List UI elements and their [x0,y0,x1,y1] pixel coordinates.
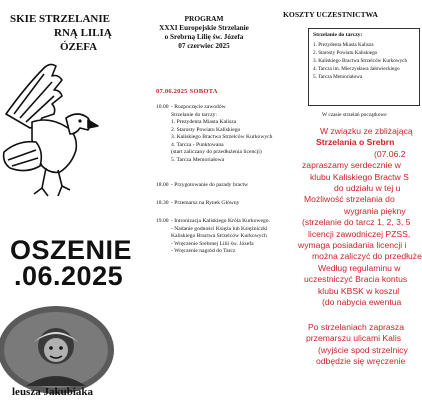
schedule-time: 18.30 [156,200,169,206]
schedule-line: - Wręczenie nagród do Tarcz [171,248,236,254]
invitation-line: (wyjście spod strzelnicy [318,344,408,355]
title-line: RNĄ LILIĄ [54,27,112,39]
invitation-line: (strzelanie do tarcz 1, 2, 3, 5 [302,217,411,228]
event-name: XXXI Europejskie Strzelanie [159,24,249,32]
schedule-time: 10.00 [156,104,169,110]
shooting-note: W czasie strzelań początkowe [322,112,387,118]
announcement-heading: OSZENIE [10,235,133,265]
schedule-line: - Nadanie godności Księża lub Księżniczki [171,225,268,232]
schedule-line: 5. Tarcza Memoriałowa [171,156,225,163]
invitation-line: do udziału w tej u [334,183,401,193]
schedule-line: 1. Prezydenta Miasta Kalisza [171,119,237,125]
invitation-line: przemarszu ulicami Kalis [306,333,402,344]
invitation-line: Strzelania o Srebrn [316,137,395,148]
portrait-medallion-icon [0,316,130,396]
targets-title: Strzelanie do tarczy: [313,32,363,38]
schedule-line: (start zaliczany do przedłużenia licencji) [171,149,262,155]
target-item: 4. Tarcza im. Mieczysława Jałowieckiego [313,66,400,72]
schedule-line: 3. Kaliskiego Bractwa Strzelców Kurkowych [171,134,273,140]
event-subtitle: o Srebrną Lilię św. Józefa [164,33,244,41]
invitation-line: (do nabycia ewentua [322,297,402,307]
invitation-line: odbędzie się wręczenie [316,356,406,367]
day-label: 07.06.2025 SOBOTA [156,88,218,95]
invitation-line: zapraszamy serdecznie w [302,160,401,171]
invitation-line: Możliwość strzelania do [304,194,395,205]
event-date: 07 czerwiec 2025 [178,42,230,50]
honoree-name: leusza Jakubiaka [12,386,93,398]
target-item: 2. Starosty Powiatu Kaliskiego [313,50,378,56]
schedule-time: 19.00 [156,218,169,224]
schedule-line: 2. Starosty Powiatu Kaliskiego [171,126,241,133]
title-line: SKIE STRZELANIE [10,13,110,25]
schedule-line: - Przygotowanie do parady bractw [171,182,249,188]
invitation-line: (07.06.2 [374,148,406,159]
schedule-line: - Rozpoczęcie zawodów [171,104,226,110]
invitation-line: uczestniczyć Bracia kontus [304,274,408,285]
target-item: 3. Kaliskiego Bractwa Strzelców Kurkowych [313,58,408,64]
left-panel [0,0,136,408]
program-panel [136,0,272,408]
schedule-line: Strzelanie do tarczy: [171,111,217,118]
title-line: ÓZEFA [60,41,98,53]
program-label: PROGRAM [184,14,224,23]
schedule-line: - Wręczenie Srebrnej Lilii św. Józefa [171,240,254,247]
schedule-line: Kaliskiego Bractwa Strzelców Kurkowych [171,233,267,239]
invitation-line: można zaliczyć do przedłuże [312,251,422,262]
schedule-line: 4. Tarcza - Punktowana [171,141,224,148]
invitation-line: Po strzelaniach zaprasza [308,322,405,332]
invitation-line: klubu KBSK w koszul [318,285,400,296]
invitation-line: wymaga posiadania licencji i [298,240,407,250]
schedule-line: - Przemarsz na Rynek Główny [171,200,240,206]
invitation-line: W związku ze zbliżającą [320,126,413,136]
schedule-line: - Intronizacja Kaliskiego Króla Kurkowego. [171,218,270,224]
eagle-icon [0,56,106,256]
schedule-time: 18.00 [156,182,169,188]
invitation-line: klubu Kaliskiego Bractw S [310,171,409,182]
event-title [8,12,136,54]
invitation-line: Według regulaminu w [318,262,401,273]
targets-box [308,28,420,106]
invitation-line: wygrania piękny [344,205,406,216]
costs-panel [272,0,422,408]
target-item: 1. Prezydenta Miasta Kalisza [313,42,374,48]
costs-heading: KOSZTY UCZESTNICTWA [283,10,378,19]
invitation-line: licencji zawodniczej PZSS, [308,228,411,239]
announcement-date: .06.2025 [14,261,124,291]
target-item: 5. Tarcza Memoriałowa [313,74,363,80]
